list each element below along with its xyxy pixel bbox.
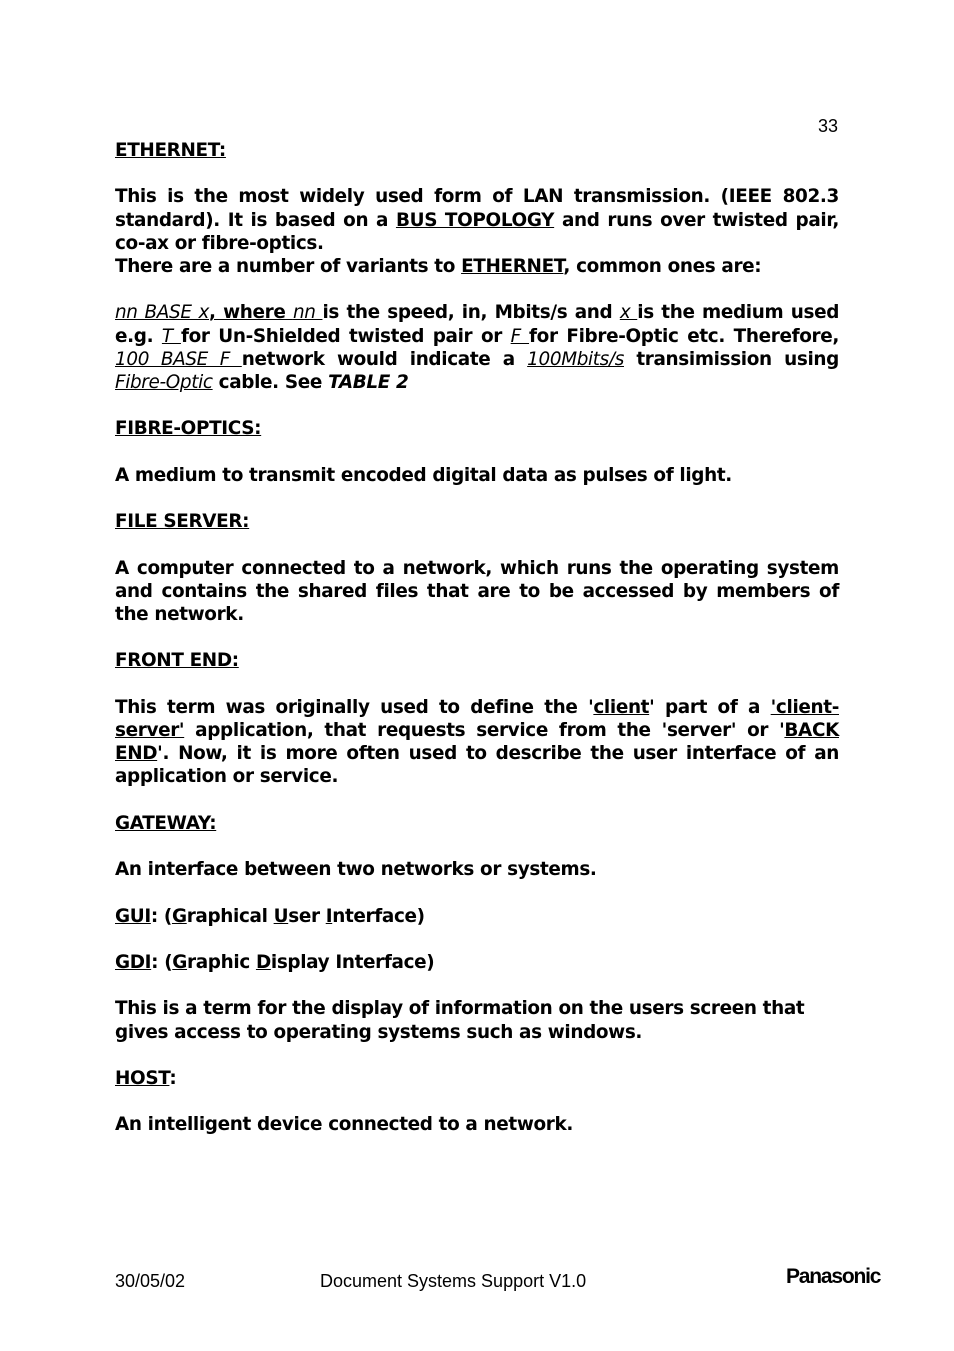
ethernet-heading [115,139,839,162]
front-end-heading-text: FRONT END: [115,650,239,672]
variants-intro-text-end: , common ones are: [563,256,762,277]
bus-topology-link[interactable]: BUS TOPOLOGY [395,209,555,231]
ethernet-link[interactable]: ETHERNET [461,256,564,277]
file-server-definition: A computer connected to a network, which runs the operating system and contains the shared files that are to be accessed by members of the network. [115,557,839,625]
host-entry [115,1067,839,1090]
file-server-heading [115,510,839,533]
host-definition: An intelligent device connected to a network. [115,1114,574,1136]
gdi-letter-d: D [255,951,271,973]
fibre-optic-term: Fibre-Optic [115,372,213,393]
gdi-text: raphic [187,951,256,973]
fibre-optics-definition: A medium to transmit encoded digital data as pulses of light. [115,464,732,486]
100-base-f-term: 100 BASE F [115,348,242,370]
panasonic-logo: Panasonic [786,1265,881,1288]
ethernet-naming-explanation [115,301,839,394]
front-end-text: application, that requests service from the 'server' or ' [184,719,785,741]
file-server-heading-text: FILE SERVER: [115,511,250,533]
gdi-definition: This is a term for the display of information on the users screen that gives access to operating systems such as windows. [115,998,805,1043]
gateway-heading [115,812,839,835]
front-end-definition [115,696,839,789]
table-2-reference: TABLE 2 [328,372,409,393]
front-end-heading [115,649,839,672]
naming-text: cable. See [212,372,329,393]
front-end-text: This term was originally used to define the ' [115,696,594,718]
gui-letter-u: U [273,905,289,927]
naming-text: , where [209,302,293,324]
ethernet-definition-text: This is the most widely used form of LAN transmission. (IEEE 802.3 standard). It is based on a [115,186,839,231]
naming-text: network would indicate a [241,348,528,370]
gdi-entry [115,951,839,974]
naming-text: for Fibre-Optic etc. Therefore, [529,325,839,347]
gui-text: ser [288,905,326,927]
fibre-optics-heading-text: FIBRE-OPTICS: [115,418,262,440]
f-term: F [510,325,530,347]
nn-base-x-term: nn BASE x [115,302,210,324]
gateway-definition: An interface between two networks or systems. [115,859,597,881]
front-end-text: '. Now, it is more often used to describe the user interface of an application or service. [115,743,839,788]
variants-intro-text: There are a number of variants to [115,256,462,277]
ethernet-definition [115,185,839,255]
gui-letter-i: I [325,905,333,927]
client-server-link[interactable]: 'client-server' [115,696,839,741]
gui-term: GUI [115,905,151,927]
gui-text: nterface) [332,905,425,927]
glossary-content [115,139,839,1160]
back-end-link[interactable]: BACK END [115,719,839,765]
t-term: T [161,325,181,347]
naming-text: is the speed, in, Mbits/s and [322,302,620,324]
ethernet-heading-text: ETHERNET: [115,140,226,161]
host-term: HOST [115,1067,170,1089]
front-end-text: ' part of a [649,696,771,718]
footer-date: 30/05/02 [115,1271,186,1291]
naming-text: for Un-Shielded twisted pair or [180,325,511,347]
gateway-heading-text: GATEWAY: [115,812,217,834]
nn-term: nn [292,302,323,324]
fibre-optics-heading [115,417,839,440]
gui-text: raphical [186,905,274,927]
naming-text: is the medium used e.g. [115,302,840,347]
page-number: 33 [817,116,838,136]
gdi-term: GDI [115,951,152,973]
gui-text: : ( [150,905,172,927]
gui-letter-g: G [171,905,187,927]
naming-text: transimission using [623,348,839,370]
100mbits-term: 100Mbits/s [527,348,624,370]
client-link[interactable]: client [593,696,650,718]
ethernet-definition-text-end: and runs over twisted pair, co-ax or fibre-optics. [115,209,839,254]
footer-document-title: Document Systems Support V1.0 [320,1271,587,1291]
gdi-text: isplay Interface) [270,951,435,973]
ethernet-variants-intro [115,255,839,278]
host-colon: : [169,1067,177,1089]
gdi-letter-g: G [172,951,188,973]
x-term: x [619,302,638,324]
gdi-text: : ( [151,951,173,973]
gui-entry [115,905,839,928]
